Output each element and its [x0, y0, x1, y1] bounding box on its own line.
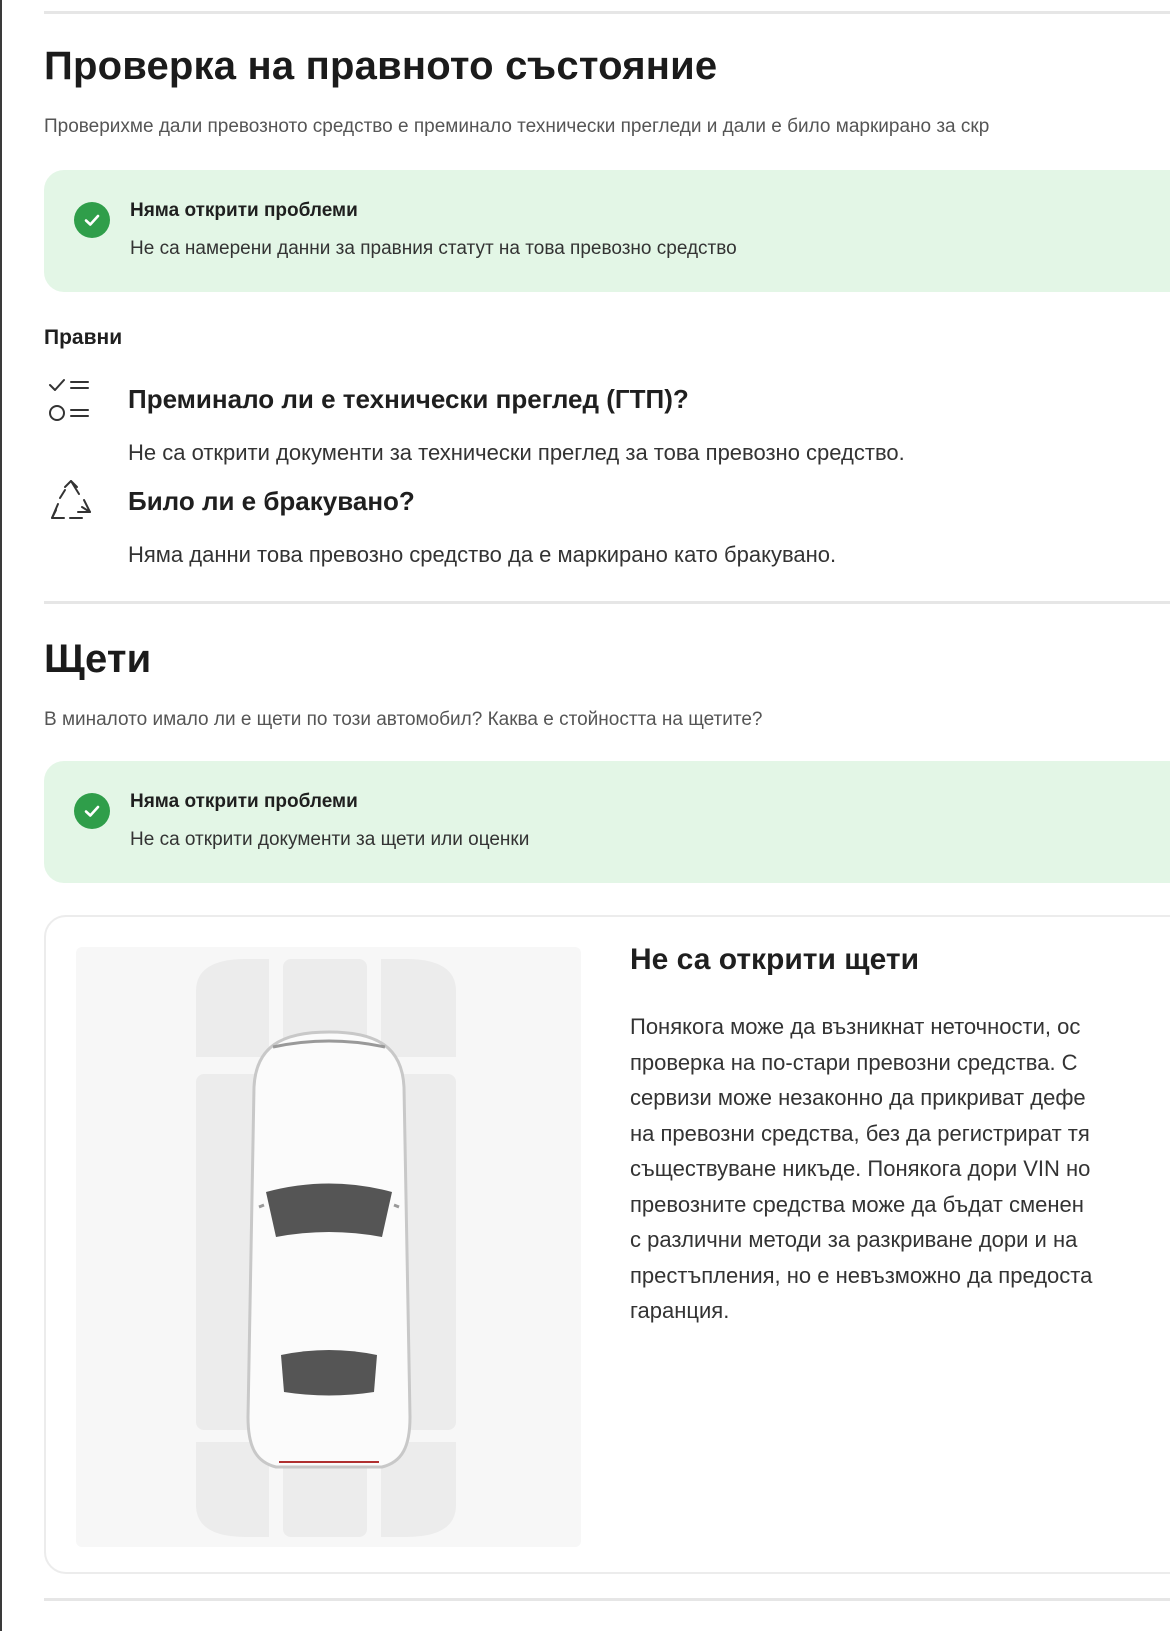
car-top-view [248, 1032, 410, 1467]
scrapped-question: Било ли е бракувано? [128, 486, 415, 516]
legal-status-box [44, 170, 1170, 292]
damage-card-line: съществуване никъде. Понякога дори VIN но [630, 1156, 1091, 1181]
inspection-question: Преминало ли е технически преглед (ГТП)? [128, 384, 689, 414]
zone-front-left [196, 959, 269, 1057]
damage-card-line: Понякога може да възникнат неточности, ос [630, 1014, 1081, 1039]
section-divider-bottom [44, 1598, 1170, 1601]
damage-card-title: Не са открити щети [630, 943, 920, 976]
window-left-edge [0, 0, 2, 1631]
damage-card-line: сервизи може незаконно да прикриват дефе [630, 1085, 1086, 1110]
inspection-answer: Не са открити документи за технически преглед за това превозно средство. [128, 440, 905, 465]
damage-card-line: с различни методи за разкриване дори и на [630, 1227, 1078, 1252]
legal-section-title: Проверка на правното състояние [44, 44, 718, 88]
damage-card-line: проверка на по-стари превозни средства. С [630, 1049, 1078, 1075]
car-damage-diagram [76, 947, 581, 1547]
damage-card-line: на превозни средства, без да регистрират тя [630, 1120, 1090, 1146]
damage-card-text [630, 1009, 1170, 1329]
damage-status-box [44, 761, 1170, 883]
legal-status-text: Не са намерени данни за правния статут на това превозно средство [130, 238, 737, 259]
section-divider [44, 601, 1170, 604]
legal-status-heading: Няма открити проблеми [130, 200, 358, 221]
zone-front-right [381, 959, 456, 1057]
section-divider-top [44, 11, 1170, 14]
damage-status-text: Не са открити документи за щети или оценки [130, 829, 530, 850]
damage-card [44, 915, 1170, 1574]
legal-category-label: Правни [44, 326, 123, 349]
legal-section-subtitle: Проверихме дали превозното средство е преминало технически прегледи и дали е било маркирано за скр [44, 116, 990, 137]
damage-section-title: Щети [44, 637, 152, 681]
recycle-icon [46, 478, 96, 528]
damage-card-line: престъпления, но е невъзможно да предоста [630, 1262, 1093, 1288]
check-circle-icon [74, 793, 110, 829]
damage-status-heading: Няма открити проблеми [130, 791, 358, 812]
checklist-icon [46, 376, 96, 426]
check-circle-icon [74, 202, 110, 238]
damage-section-subtitle: В миналото имало ли е щети по този автомобил? Каква е стойността на щетите? [44, 709, 763, 730]
scrapped-answer: Няма данни това превозно средство да е маркирано като бракувано. [128, 542, 837, 567]
damage-card-line: превозните средства може да бъдат сменен [630, 1191, 1084, 1217]
damage-card-line: гаранция. [630, 1298, 730, 1323]
